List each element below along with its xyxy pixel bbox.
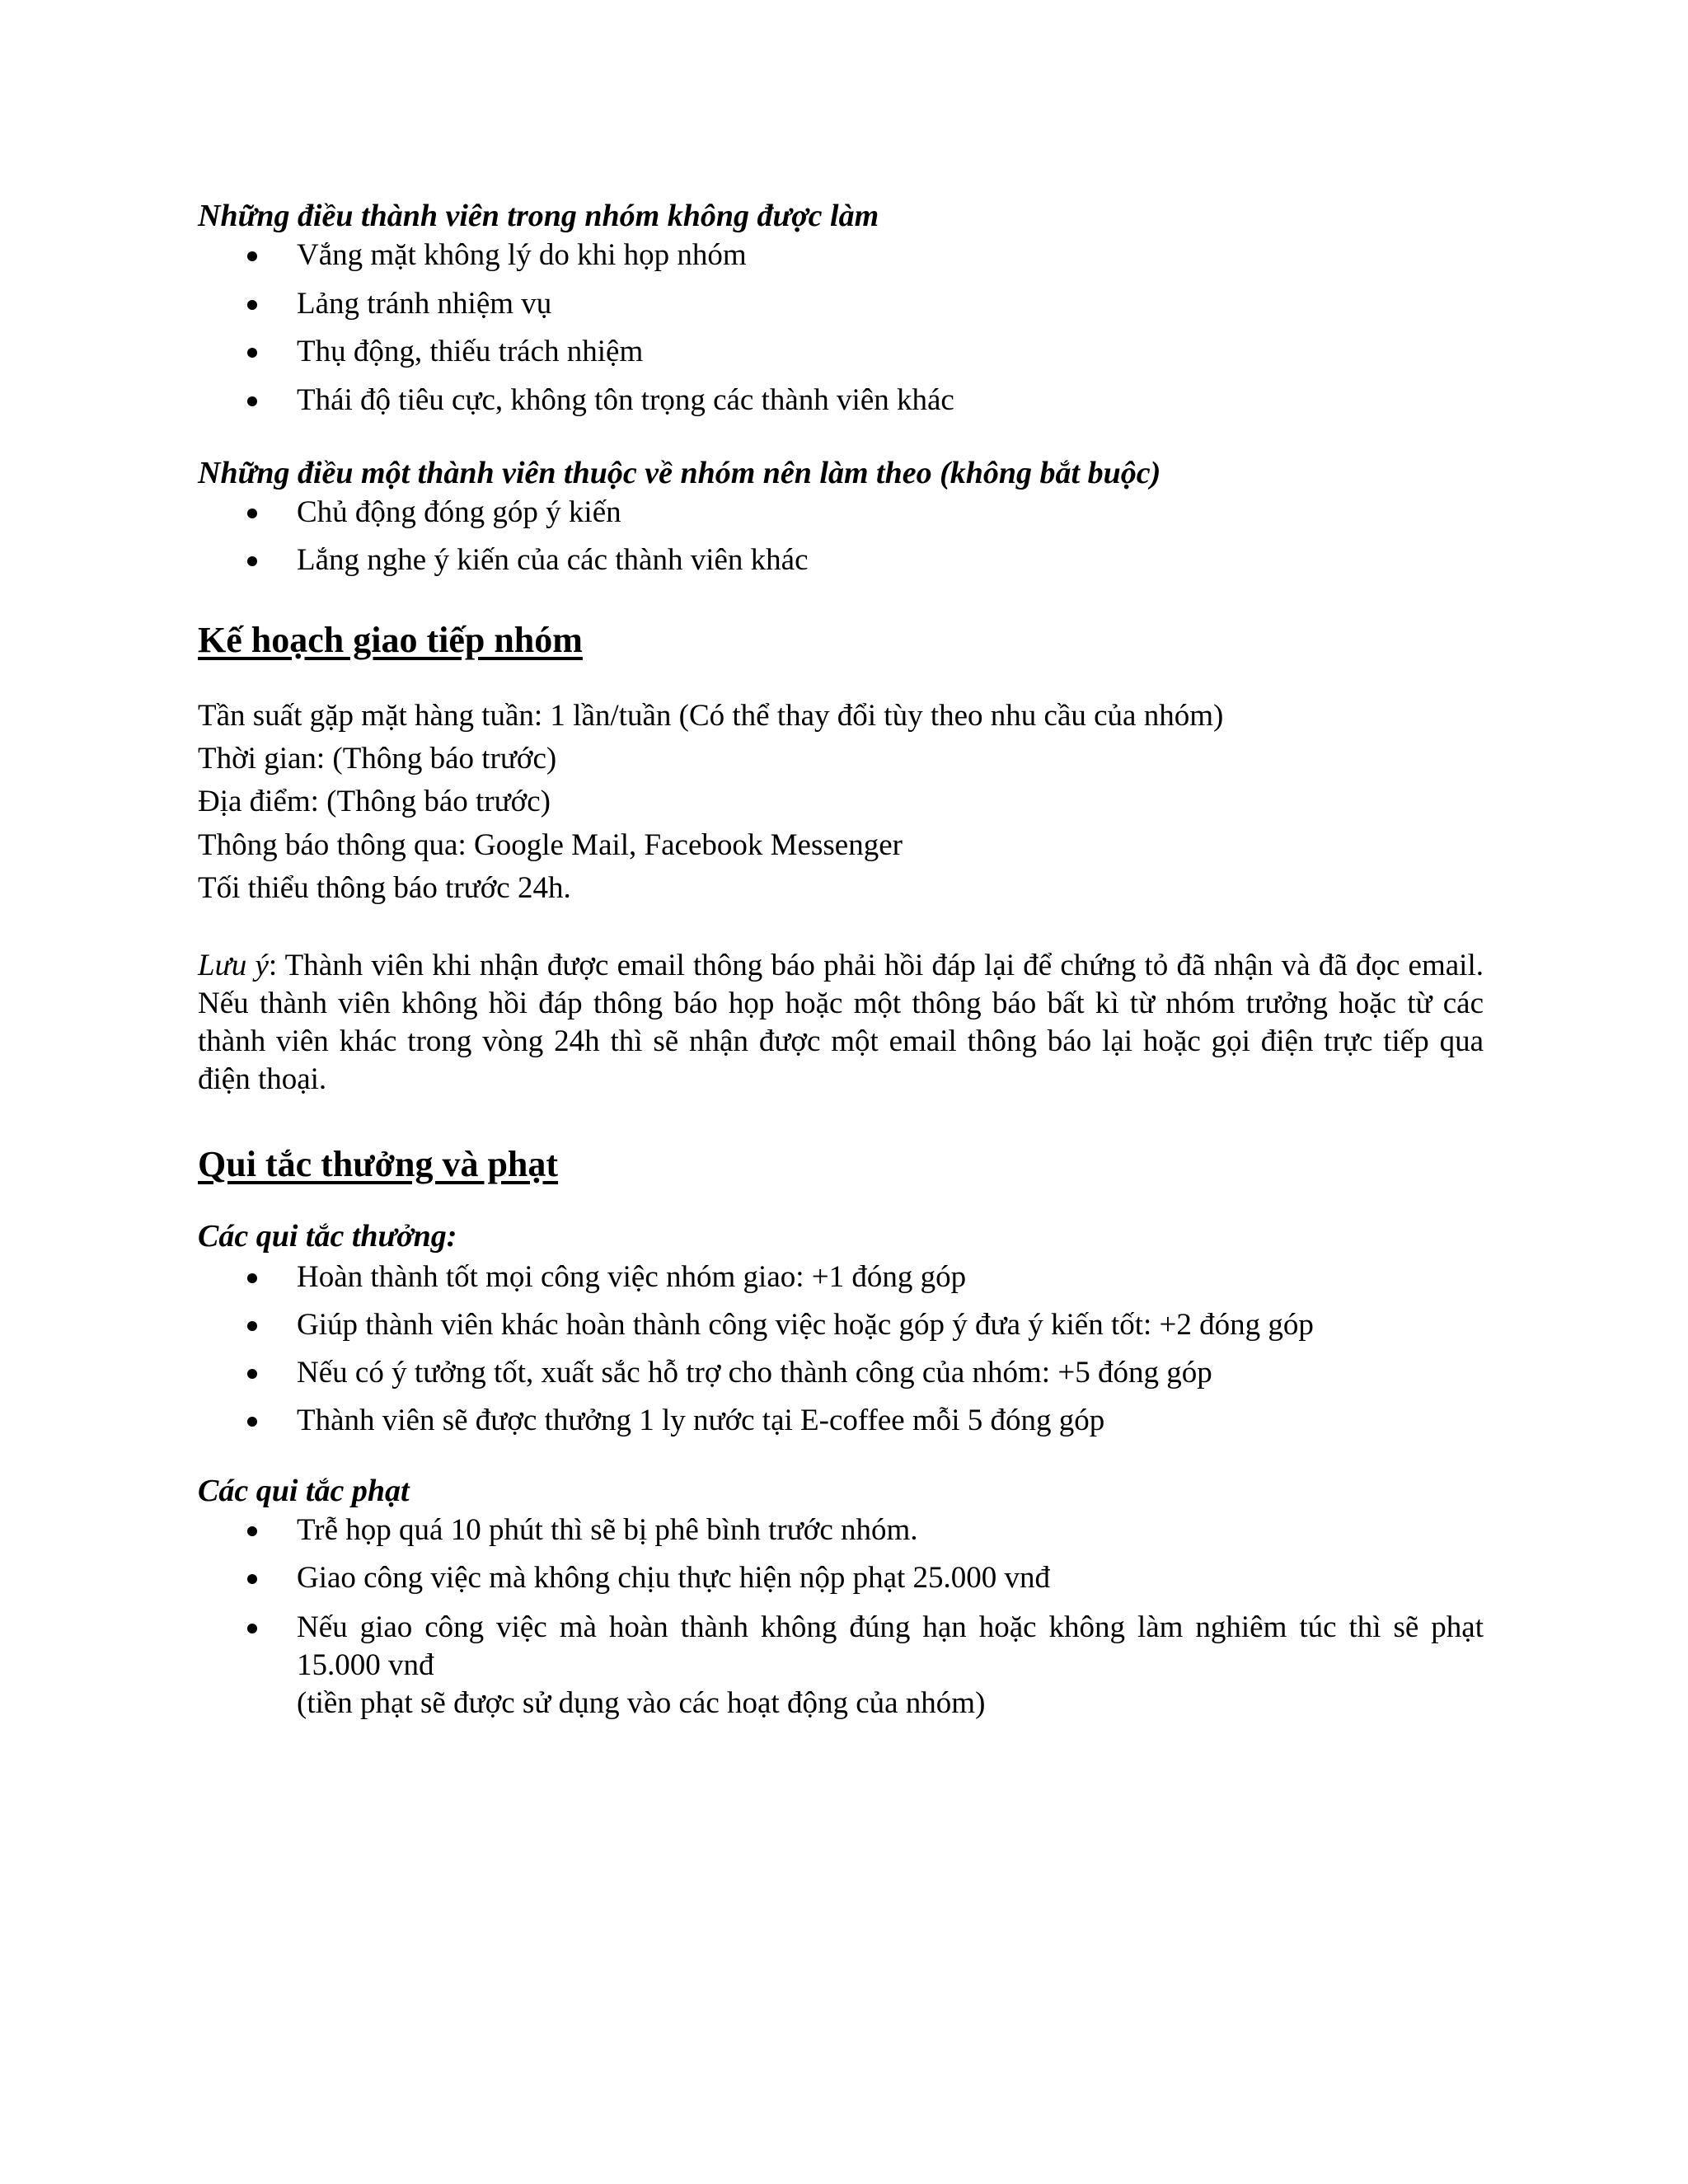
note-text: : Thành viên khi nhận được email thông báo phải hồi đáp lại để chứng tỏ đã nhận và đã đọc email. Nếu thành viên không hồi đáp thông báo họp hoặc một thông báo bất kì từ nhóm trưởng hoặc từ các thành viên khác trong vòng 24h thì sẽ nhận được một email thông báo lại hoặc gọi điện trực tiếp qua điện thoại. [198, 949, 1484, 1096]
penalty-footnote: (tiền phạt sẽ được sử dụng vào các hoạt động của nhóm) [297, 1686, 986, 1720]
list-item-text: Nếu giao công việc mà hoàn thành không đúng hạn hoặc không làm nghiêm túc thì sẽ phạt 15.000 vnđ [297, 1610, 1484, 1682]
subheading-penalties: Các qui tắc phạt [198, 1474, 410, 1508]
list-item-text: Chủ động đóng góp ý kiến [297, 495, 621, 529]
communication-line: Thời gian: (Thông báo trước) [198, 742, 557, 776]
list-item-text: Nếu có ý tưởng tốt, xuất sắc hỗ trợ cho thành công của nhóm: +5 đóng góp [297, 1356, 1212, 1390]
bullet-icon [247, 1321, 257, 1331]
list-item-text: Trễ họp quá 10 phút thì sẽ bị phê bình trước nhóm. [297, 1513, 918, 1547]
note-label: Lưu ý [198, 949, 269, 982]
bullet-icon [247, 556, 257, 566]
list-item-text: Giúp thành viên khác hoàn thành công việc hoặc góp ý đưa ý kiến tốt: +2 đóng góp [297, 1308, 1314, 1342]
subheading-dont: Những điều thành viên trong nhóm không được làm [198, 199, 879, 233]
heading-communication: Kế hoạch giao tiếp nhóm [198, 620, 583, 660]
bullet-icon [247, 300, 257, 310]
bullet-icon [247, 1273, 257, 1283]
list-item-text: Lảng tránh nhiệm vụ [297, 287, 552, 321]
bullet-icon [247, 1574, 257, 1584]
list-item-text: Thụ động, thiếu trách nhiệm [297, 335, 644, 368]
bullet-icon [247, 1624, 257, 1633]
bullet-icon [247, 1526, 257, 1536]
list-item-text: Vắng mặt không lý do khi họp nhóm [297, 238, 747, 272]
note-paragraph [198, 947, 1484, 1099]
heading-rules: Qui tắc thưởng và phạt [198, 1144, 559, 1184]
bullet-icon [247, 251, 257, 261]
bullet-icon [247, 396, 257, 406]
bullet-icon [247, 1417, 257, 1427]
bullet-icon [247, 1369, 257, 1379]
list-item-text: Hoàn thành tốt mọi công việc nhóm giao: +1 đóng góp [297, 1260, 967, 1294]
communication-line: Tối thiểu thông báo trước 24h. [198, 871, 571, 905]
subheading-rewards: Các qui tắc thưởng: [198, 1219, 457, 1254]
communication-line: Thông báo thông qua: Google Mail, Facebook Messenger [198, 828, 903, 862]
communication-line: Tần suất gặp mặt hàng tuần: 1 lần/tuần (Có thể thay đổi tùy theo nhu cầu của nhóm) [198, 699, 1224, 733]
list-item-text: Thái độ tiêu cực, không tôn trọng các thành viên khác [297, 383, 954, 417]
bullet-icon [247, 509, 257, 518]
communication-line: Địa điểm: (Thông báo trước) [198, 785, 551, 818]
subheading-should: Những điều một thành viên thuộc về nhóm nên làm theo (không bắt buộc) [198, 456, 1161, 490]
list-item-text: Thành viên sẽ được thưởng 1 ly nước tại E-coffee mỗi 5 đóng góp [297, 1404, 1105, 1437]
list-item-text: Lắng nghe ý kiến của các thành viên khác [297, 543, 809, 577]
bullet-icon [247, 348, 257, 358]
list-item-text: Giao công việc mà không chịu thực hiện nộp phạt 25.000 vnđ [297, 1561, 1051, 1595]
